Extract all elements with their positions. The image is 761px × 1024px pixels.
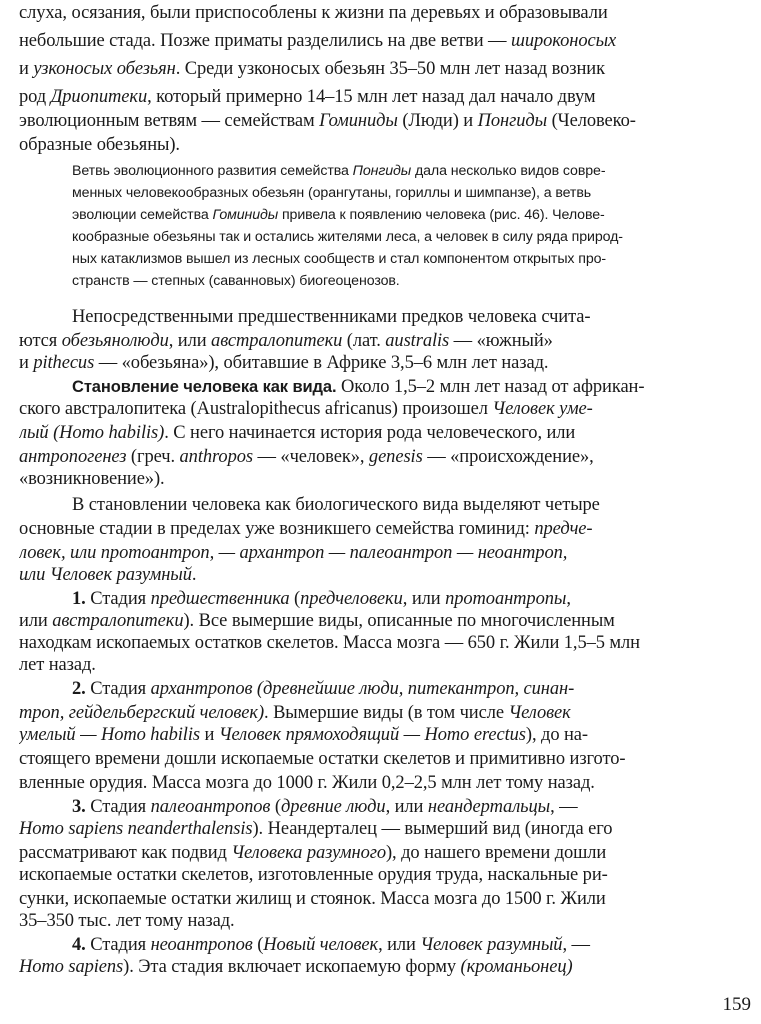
stage-number: 3. (72, 797, 86, 817)
note-line-6 (72, 270, 748, 292)
stage3-line-4 (19, 864, 747, 886)
text-span: лет назад. (19, 655, 96, 675)
text-span: ). Все вымершие виды, описанные по многочисленным (183, 611, 615, 631)
term-italic: широконосых (510, 31, 617, 51)
stage-number: 1. (72, 589, 86, 609)
text-span: слуха, осязания, были приспособлены к жизни па деревьях и образовывали (19, 3, 608, 23)
text-span: . Среди узконосых обезьян 35–50 млн лет назад возник (175, 59, 605, 79)
text-span: ( (289, 589, 301, 609)
intro-line-3 (19, 58, 747, 80)
text-span: , или (378, 935, 421, 955)
text-span: — «происхождение», (422, 447, 594, 467)
text-span: дала несколько видов совре- (411, 163, 606, 179)
formation-line-1 (72, 376, 747, 398)
note-line-2 (72, 182, 748, 204)
text-span: (лат. (342, 331, 386, 351)
term-italic: палеоантропов (150, 797, 271, 817)
stage3-line-6 (19, 910, 747, 932)
text-span: — «обезьяна»), обитавшие в Африке 3,5–6 млн лет назад. (94, 353, 549, 373)
stage4-line-2 (19, 956, 747, 978)
term-italic: Homo sapiens (19, 957, 124, 977)
term-italic: genesis (368, 447, 423, 467)
text-span: Непосредственными предшественниками предков человека счита- (72, 307, 591, 327)
term-italic: предчеловеки (300, 589, 403, 609)
text-span: , — (562, 935, 590, 955)
stage3-line-3 (19, 842, 747, 864)
stage3-line-2 (19, 818, 747, 840)
note-line-3 (72, 204, 748, 226)
stage1-line-4 (19, 654, 747, 676)
term-italic: (кроманьонец) (460, 957, 573, 977)
stage1-line-1 (72, 588, 747, 610)
text-span: сунки, ископаемые остатки жилищ и стоянок. Масса мозга до 1500 г. Жили (19, 889, 606, 909)
term-italic: троп, гейдельбергский человек) (19, 703, 265, 723)
text-span: находкам ископаемых остатков скелетов. Масса мозга — 650 г. Жили 1,5–5 млн (19, 633, 640, 653)
term-italic: неоантропов (150, 935, 253, 955)
text-span: — «человек», (252, 447, 369, 467)
intro-line-6 (19, 134, 747, 156)
stages-intro-line-4 (19, 564, 747, 586)
stage4-line-1 (72, 934, 747, 956)
text-span: 35–350 тыс. лет тому назад. (19, 911, 235, 931)
stage3-line-5 (19, 888, 747, 910)
note-line-4 (72, 226, 748, 248)
term-italic: предче- (534, 519, 593, 539)
term-italic: древние люди (280, 797, 386, 817)
term-italic: Человека разумного (231, 843, 386, 863)
text-span: Стадия (85, 935, 151, 955)
ancestors-line-1 (72, 306, 747, 328)
term-italic: Гоминиды (319, 111, 398, 131)
term-italic: неандертальцы (427, 797, 551, 817)
term-italic: протоантропы (445, 589, 567, 609)
text-span: или (19, 611, 53, 631)
text-span: , — (550, 797, 578, 817)
text-span: ского австралопитека (Australopithecus africanus) произошел (19, 399, 493, 419)
intro-line-2 (19, 30, 747, 52)
stage2-line-4 (19, 748, 747, 770)
stage3-line-1 (72, 796, 747, 818)
formation-line-2 (19, 398, 747, 420)
stages-intro-line-3 (19, 542, 747, 564)
term-italic: australis (385, 331, 450, 351)
text-span: ), до нашего времени дошли (385, 843, 607, 863)
section-heading: Становление человека как вида. (72, 378, 337, 396)
term-italic: Homo sapiens neanderthalensis (19, 819, 253, 839)
text-span: основные стадии в пределах уже возникшего семейства гоминид: (19, 519, 535, 539)
text-span: ( (252, 935, 264, 955)
note-line-5 (72, 248, 748, 270)
term-italic: Дриопитеки (50, 87, 148, 107)
ancestors-line-2 (19, 330, 747, 352)
stage2-line-3 (19, 724, 747, 746)
stage1-line-3 (19, 632, 747, 654)
term-italic: антропогенез (19, 447, 127, 467)
intro-line-1 (19, 2, 747, 24)
text-span: и (199, 725, 219, 745)
text-span: Стадия (85, 679, 151, 699)
text-span: ных катаклизмов вышел из лесных сообществ и стал компонентом открытых про- (72, 251, 607, 267)
text-span: ). Неандерталец — вымерший вид (иногда его (252, 819, 613, 839)
term-italic: Понгиды (477, 111, 548, 131)
term-italic: австралопитеки (52, 611, 184, 631)
text-span: . (191, 565, 197, 585)
intro-line-5 (19, 110, 747, 132)
text-span: менных человекообразных обезьян (орангутаны, гориллы и шимпанзе), а ветвь (72, 185, 592, 201)
formation-line-5 (19, 468, 747, 490)
term-italic: Человек (508, 703, 571, 723)
term-italic: узконосых обезьян (33, 59, 176, 79)
text-span: Стадия (85, 797, 151, 817)
stage1-line-2 (19, 610, 747, 632)
text-span: — «южный» (449, 331, 553, 351)
text-span: эволюции семейства (72, 207, 213, 223)
intro-line-4 (19, 86, 747, 108)
text-span: Около 1,5–2 млн лет назад от африкан- (336, 377, 645, 397)
term-italic: anthropos (179, 447, 253, 467)
stages-intro-line-1 (72, 494, 747, 516)
text-span: Ветвь эволюционного развития семейства (72, 163, 353, 179)
text-span: ). Эта стадия включает ископаемую форму (123, 957, 461, 977)
text-span: . С него начинается история рода человеческого, или (164, 423, 576, 443)
text-span: (греч. (126, 447, 180, 467)
text-span: и (19, 353, 34, 373)
text-span: , (566, 589, 571, 609)
term-italic: ловек, или протоантроп, — архантроп — палеоантроп — неоантроп, (19, 543, 568, 563)
formation-line-3 (19, 422, 747, 444)
text-span: (Человеко- (547, 111, 636, 131)
term-italic: Новый человек (263, 935, 379, 955)
text-span: , или (402, 589, 446, 609)
text-span: странств — степных (саванновых) биогеоценозов. (72, 273, 400, 289)
text-span: , или (168, 331, 212, 351)
text-span: , или (385, 797, 428, 817)
term-italic: Человек разумный (420, 935, 563, 955)
stage-number: 2. (72, 679, 86, 699)
text-span: вленные орудия. Масса мозга до 1000 г. Жили 0,2–2,5 млн лет тому назад. (19, 773, 595, 793)
page-number: 159 (722, 994, 751, 1015)
term-italic: pithecus (33, 353, 95, 373)
text-span: ( (270, 797, 281, 817)
text-span: и (19, 59, 34, 79)
term-italic: или Человек разумный (19, 565, 192, 585)
text-span: В становлении человека как биологического вида выделяют четыре (72, 495, 600, 515)
term-italic: лый (Homo habilis) (19, 423, 165, 443)
text-span: эволюционным ветвям — семействам (19, 111, 320, 131)
text-span: образные обезьяны). (19, 135, 180, 155)
note-line-1 (72, 160, 748, 182)
term-italic: Гоминиды (212, 207, 279, 223)
text-span: «возникновение»). (19, 469, 165, 489)
term-italic: предшественника (150, 589, 290, 609)
term-italic: архантропов (древнейшие люди, питекантроп, синан- (150, 679, 575, 699)
term-italic: Человек уме- (492, 399, 593, 419)
term-italic: умелый — Homo habilis (19, 725, 200, 745)
term-italic: Человек прямоходящий — Homo erectus (218, 725, 526, 745)
text-span: , который примерно 14–15 млн лет назад дал начало двум (147, 87, 596, 107)
text-span: род (19, 87, 51, 107)
text-span: привела к появлению человека (рис. 46). Челове- (278, 207, 605, 223)
formation-line-4 (19, 446, 747, 468)
stage2-line-5 (19, 772, 747, 794)
text-span: ископаемые остатки скелетов, изготовленные орудия труда, наскальные ри- (19, 865, 608, 885)
stage2-line-2 (19, 702, 747, 724)
text-span: Стадия (85, 589, 151, 609)
term-italic: австралопитеки (211, 331, 343, 351)
text-span: . Вымершие виды (в том числе (264, 703, 509, 723)
ancestors-line-3 (19, 352, 747, 374)
term-italic: обезьянолюди (61, 331, 169, 351)
term-italic: Понгиды (352, 163, 412, 179)
stages-intro-line-2 (19, 518, 747, 540)
text-span: рассматривают как подвид (19, 843, 232, 863)
text-span: стоящего времени дошли ископаемые остатки скелетов и примитивно изгото- (19, 749, 626, 769)
text-span: кообразные обезьяны так и остались жителями леса, а человек в силу ряда природ- (72, 229, 623, 245)
text-span: ), до на- (525, 725, 588, 745)
stage-number: 4. (72, 935, 86, 955)
text-span: (Люди) и (397, 111, 478, 131)
text-span: ются (19, 331, 62, 351)
stage2-line-1 (72, 678, 747, 700)
text-span: небольшие стада. Позже приматы разделились на две ветви — (19, 31, 511, 51)
